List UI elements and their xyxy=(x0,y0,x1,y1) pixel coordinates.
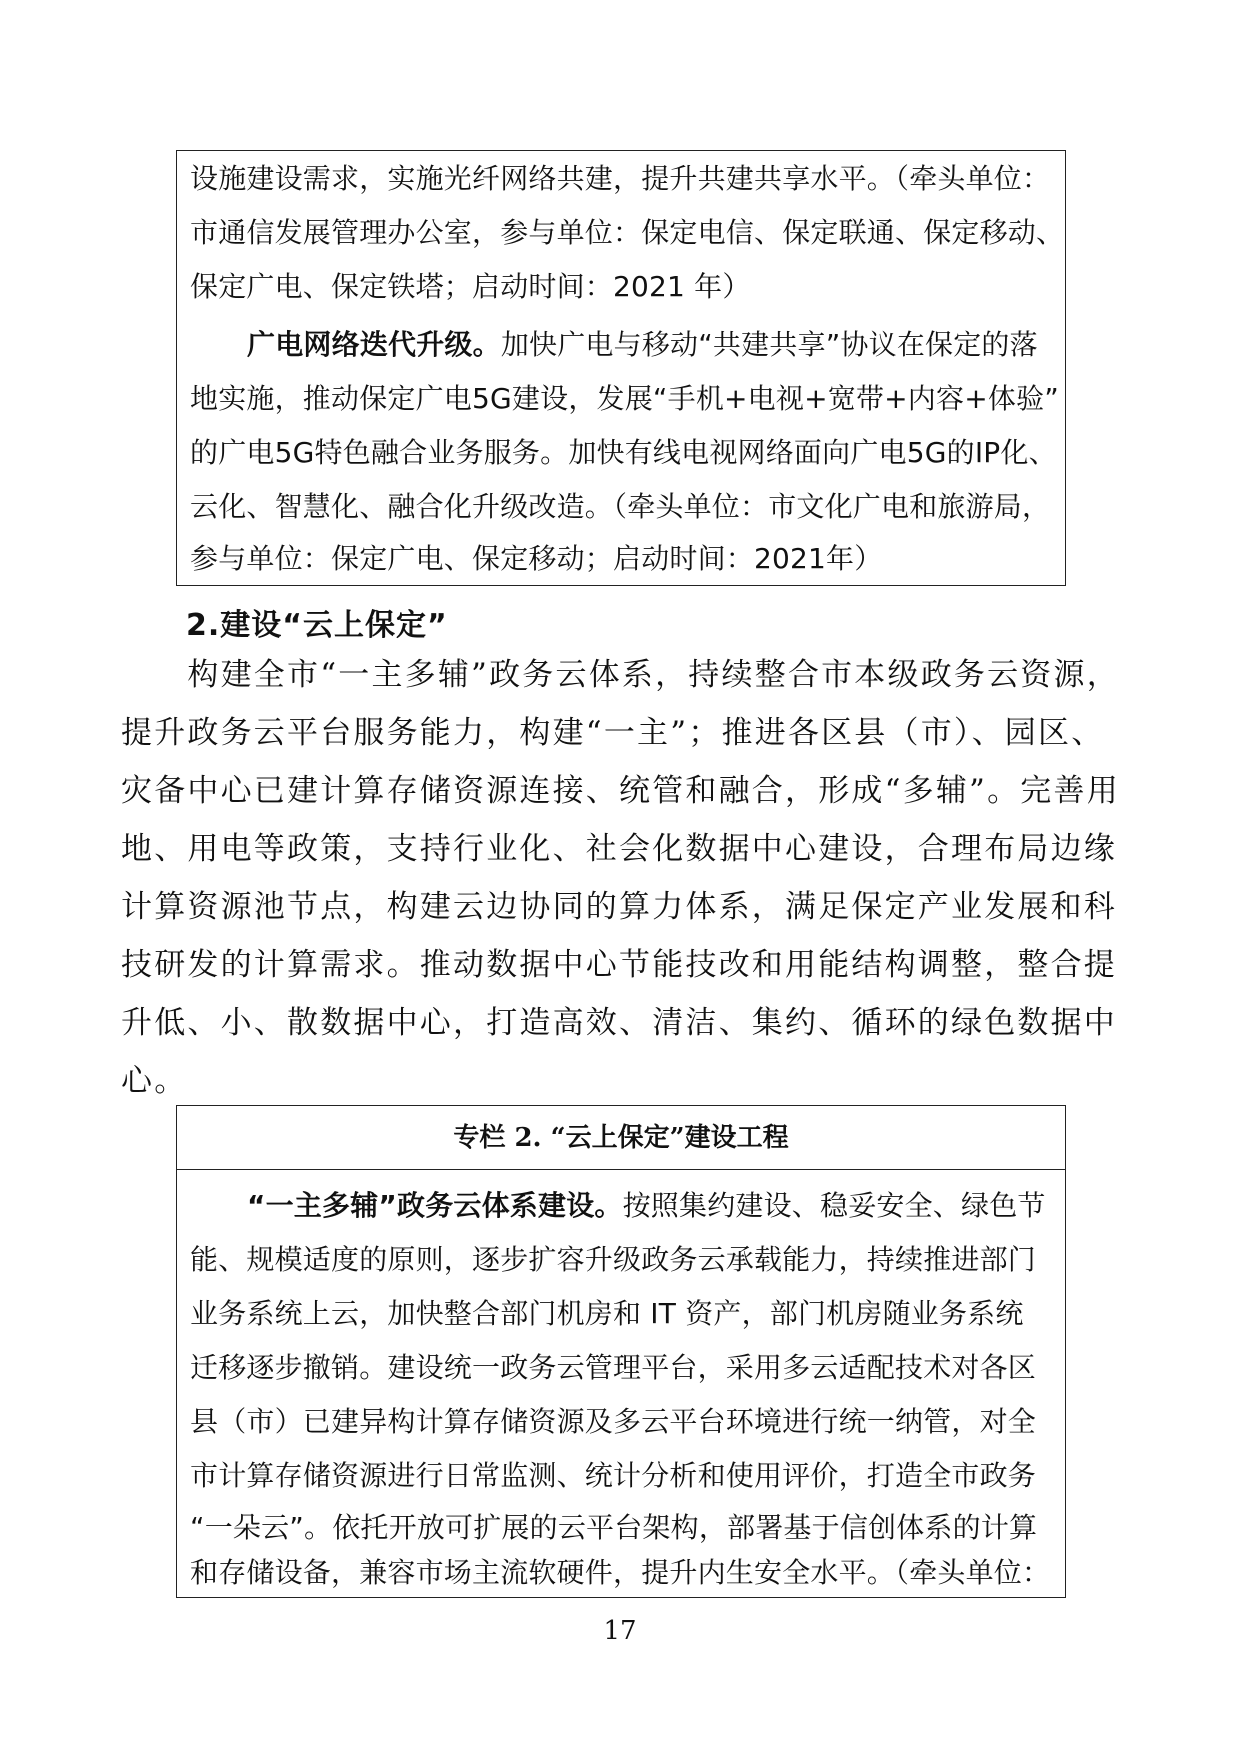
body-line-2: 提升政务云平台服务能力，构建“一主”；推进各区县（市）、园区、 xyxy=(121,715,1105,751)
box1-para2-line-2: 地实施，推动保定广电5G建设，发展“手机+电视+宽带+内容+体验” xyxy=(190,382,1059,415)
box2-first-rest: 按照集约建设、稳妥安全、绿色节 xyxy=(622,1189,1046,1222)
box1-line-3: 保定广电、保定铁塔；启动时间：2021 年） xyxy=(190,270,751,303)
body-line-1: 构建全市“一主多辅”政务云体系，持续整合市本级政务云资源， xyxy=(121,657,1120,693)
box2-para-line-4: 迁移逐步撤销。建设统一政务云管理平台，采用多云适配技术对各区 xyxy=(190,1351,1037,1384)
box1-para2-line-4: 云化、智慧化、融合化升级改造。（牵头单位：市文化广电和旅游局， xyxy=(190,490,1051,523)
body-line-4: 地、用电等政策，支持行业化、社会化数据中心建设，合理布局边缘 xyxy=(121,831,1117,867)
column-box-2-header: 专栏 2. “云上保定”建设工程 xyxy=(177,1106,1065,1170)
box1-para2-line-3: 的广电5G特色融合业务服务。加快有线电视网络面向广电5G的IP化、 xyxy=(190,436,1057,469)
box2-para-line-6: 市计算存储资源进行日常监测、统计分析和使用评价，打造全市政务 xyxy=(190,1459,1037,1492)
body-line-5: 计算资源池节点，构建云边协同的算力体系，满足保定产业发展和科 xyxy=(121,889,1117,925)
body-line-6: 技研发的计算需求。推动数据中心节能技改和用能结构调整，整合提 xyxy=(121,947,1117,983)
column-box-continued xyxy=(176,150,1066,586)
box1-para2-first-rest: 加快广电与移动“共建共享”协议在保定的落 xyxy=(500,328,1038,361)
section-heading: 2.建设“云上保定” xyxy=(186,608,448,643)
page-number: 17 xyxy=(603,1616,637,1646)
box1-line-1: 设施建设需求，实施光纤网络共建，提升共建共享水平。（牵头单位： xyxy=(190,162,1051,195)
box1-line-2: 市通信发展管理办公室，参与单位：保定电信、保定联通、保定移动、 xyxy=(190,216,1065,249)
box2-para-line-3: 业务系统上云，加快整合部门机房和 IT 资产，部门机房随业务系统 xyxy=(190,1297,1024,1330)
column-box-2 xyxy=(176,1105,1066,1598)
box2-para-line-2: 能、规模适度的原则，逐步扩容升级政务云承载能力，持续推进部门 xyxy=(190,1243,1037,1276)
box2-para-line-8: 和存储设备，兼容市场主流软硬件，提升内生安全水平。（牵头单位： xyxy=(190,1556,1051,1589)
box2-para-line-1 xyxy=(247,1189,1046,1223)
body-line-8: 心。 xyxy=(121,1063,188,1099)
box2-para-line-5: 县（市）已建异构计算存储资源及多云平台环境进行统一纳管，对全 xyxy=(190,1405,1037,1438)
box1-para2-line-5: 参与单位：保定广电、保定移动；启动时间：2021年） xyxy=(190,542,883,575)
body-line-7: 升低、小、散数据中心，打造高效、清洁、集约、循环的绿色数据中 xyxy=(121,1005,1117,1041)
box1-para2-bold-lead: 广电网络迭代升级。 xyxy=(247,328,501,361)
box2-bold-lead: “一主多辅”政务云体系建设。 xyxy=(247,1189,623,1222)
body-line-3: 灾备中心已建计算存储资源连接、统管和融合，形成“多辅”。完善用 xyxy=(121,773,1120,809)
box2-para-line-7: “一朵云”。依托开放可扩展的云平台架构，部署基于信创体系的计算 xyxy=(190,1511,1038,1544)
box1-para2-line-1 xyxy=(247,328,1038,362)
